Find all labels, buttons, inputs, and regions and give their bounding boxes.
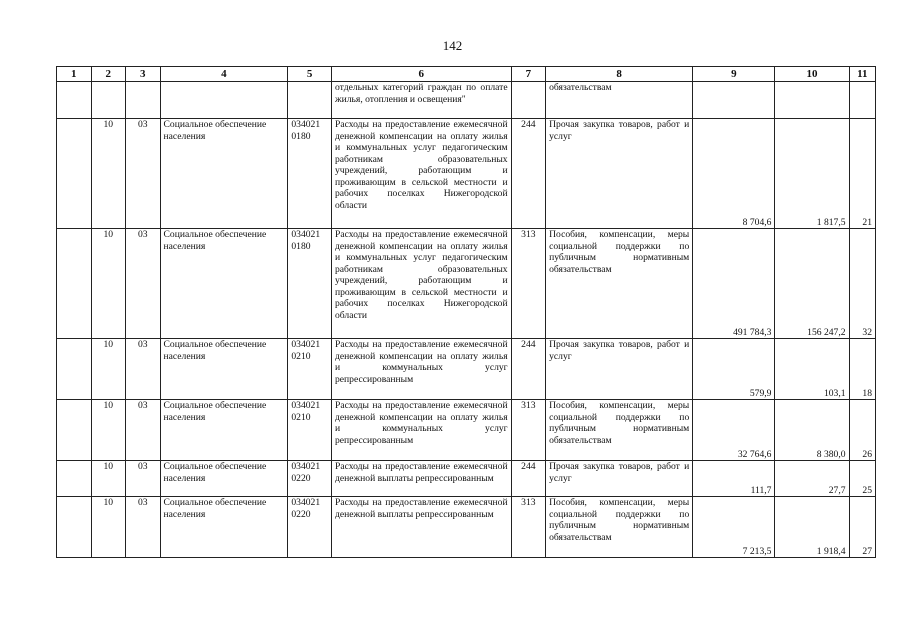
header-cell: 6 [331, 67, 511, 82]
cell-col3: 03 [126, 119, 161, 229]
header-cell: 3 [126, 67, 161, 82]
cell-col5 [288, 82, 332, 119]
cell-col8: Прочая закупка товаров, работ и услуг [546, 461, 693, 497]
header-cell: 9 [693, 67, 775, 82]
cell-col4: Социальное обеспечение населения [160, 229, 288, 339]
cell-col5: 034021 0210 [288, 400, 332, 461]
cell-col5: 034021 0220 [288, 497, 332, 558]
cell-col1 [57, 229, 92, 339]
cell-col10: 1 918,4 [775, 497, 849, 558]
table-row [57, 497, 876, 558]
cell-col5: 034021 0220 [288, 461, 332, 497]
cell-col10: 27,7 [775, 461, 849, 497]
table-row [57, 461, 876, 497]
cell-col8: Прочая закупка товаров, работ и услуг [546, 119, 693, 229]
cell-col4: Социальное обеспечение населения [160, 461, 288, 497]
cell-col3: 03 [126, 497, 161, 558]
header-row [57, 67, 876, 82]
cell-col11: 32 [849, 229, 875, 339]
cell-col11 [849, 82, 875, 119]
header-cell: 8 [546, 67, 693, 82]
cell-col10: 8 380,0 [775, 400, 849, 461]
cell-col4: Социальное обеспечение населения [160, 119, 288, 229]
cell-col10: 103,1 [775, 339, 849, 400]
table-row [57, 400, 876, 461]
header-cell: 1 [57, 67, 92, 82]
cell-col8: Пособия, компенсации, меры социальной поддержки по публичным нормативным обязательствам [546, 497, 693, 558]
cell-col7: 244 [511, 119, 546, 229]
table-row [57, 119, 876, 229]
cell-col11: 21 [849, 119, 875, 229]
cell-col8: Прочая закупка товаров, работ и услуг [546, 339, 693, 400]
cell-col5: 034021 0210 [288, 339, 332, 400]
table-row [57, 82, 876, 119]
cell-col7: 244 [511, 339, 546, 400]
cell-col9: 111,7 [693, 461, 775, 497]
cell-col8: Пособия, компенсации, меры социальной поддержки по публичным нормативным обязательствам [546, 400, 693, 461]
cell-col11: 26 [849, 400, 875, 461]
header-cell: 2 [91, 67, 126, 82]
cell-col4: Социальное обеспечение населения [160, 339, 288, 400]
cell-col2: 10 [91, 339, 126, 400]
cell-col6: Расходы на предоставление ежемесячной денежной компенсации на оплату жилья и коммунальных услуг педагогическим работникам образовательных учреждений, работающим и проживающим в сельской местности и рабочих поселках Нижегородской области [331, 119, 511, 229]
header-cell: 4 [160, 67, 288, 82]
cell-col8: Пособия, компенсации, меры социальной поддержки по публичным нормативным обязательствам [546, 229, 693, 339]
cell-col2: 10 [91, 119, 126, 229]
cell-col4: Социальное обеспечение населения [160, 400, 288, 461]
cell-col6: Расходы на предоставление ежемесячной денежной компенсации на оплату жилья и коммунальных услуг репрессированным [331, 400, 511, 461]
cell-col5: 034021 0180 [288, 119, 332, 229]
cell-col9: 7 213,5 [693, 497, 775, 558]
cell-col10 [775, 82, 849, 119]
table-row [57, 229, 876, 339]
cell-col6: отдельных категорий граждан по оплате жилья, отопления и освещения" [331, 82, 511, 119]
cell-col1 [57, 400, 92, 461]
cell-col3: 03 [126, 400, 161, 461]
cell-col9: 32 764,6 [693, 400, 775, 461]
cell-col3: 03 [126, 339, 161, 400]
header-cell: 11 [849, 67, 875, 82]
cell-col2: 10 [91, 400, 126, 461]
cell-col3 [126, 82, 161, 119]
cell-col8: обязательствам [546, 82, 693, 119]
cell-col10: 156 247,2 [775, 229, 849, 339]
cell-col1 [57, 461, 92, 497]
cell-col2: 10 [91, 497, 126, 558]
cell-col6: Расходы на предоставление ежемесячной денежной компенсации на оплату жилья и коммунальных услуг педагогическим работникам образовательных учреждений, работающим и проживающим в сельской местности и рабочих поселках Нижегородской области [331, 229, 511, 339]
cell-col11: 25 [849, 461, 875, 497]
header-cell: 5 [288, 67, 332, 82]
budget-table [56, 66, 876, 558]
cell-col11: 18 [849, 339, 875, 400]
cell-col3: 03 [126, 229, 161, 339]
cell-col7: 313 [511, 229, 546, 339]
cell-col9: 579,9 [693, 339, 775, 400]
cell-col2 [91, 82, 126, 119]
cell-col4 [160, 82, 288, 119]
header-cell: 7 [511, 67, 546, 82]
cell-col3: 03 [126, 461, 161, 497]
cell-col9 [693, 82, 775, 119]
cell-col9: 8 704,6 [693, 119, 775, 229]
page-number: 142 [442, 38, 463, 53]
cell-col7: 244 [511, 461, 546, 497]
cell-col6: Расходы на предоставление ежемесячной денежной выплаты репрессированным [331, 497, 511, 558]
cell-col4: Социальное обеспечение населения [160, 497, 288, 558]
cell-col1 [57, 119, 92, 229]
cell-col1 [57, 497, 92, 558]
cell-col9: 491 784,3 [693, 229, 775, 339]
cell-col1 [57, 82, 92, 119]
cell-col5: 034021 0180 [288, 229, 332, 339]
cell-col2: 10 [91, 229, 126, 339]
cell-col11: 27 [849, 497, 875, 558]
cell-col7: 313 [511, 400, 546, 461]
cell-col1 [57, 339, 92, 400]
cell-col6: Расходы на предоставление ежемесячной денежной компенсации на оплату жилья и коммунальных услуг репрессированным [331, 339, 511, 400]
cell-col6: Расходы на предоставление ежемесячной денежной выплаты репрессированным [331, 461, 511, 497]
cell-col10: 1 817,5 [775, 119, 849, 229]
table-row [57, 339, 876, 400]
cell-col7 [511, 82, 546, 119]
cell-col2: 10 [91, 461, 126, 497]
cell-col7: 313 [511, 497, 546, 558]
header-cell: 10 [775, 67, 849, 82]
